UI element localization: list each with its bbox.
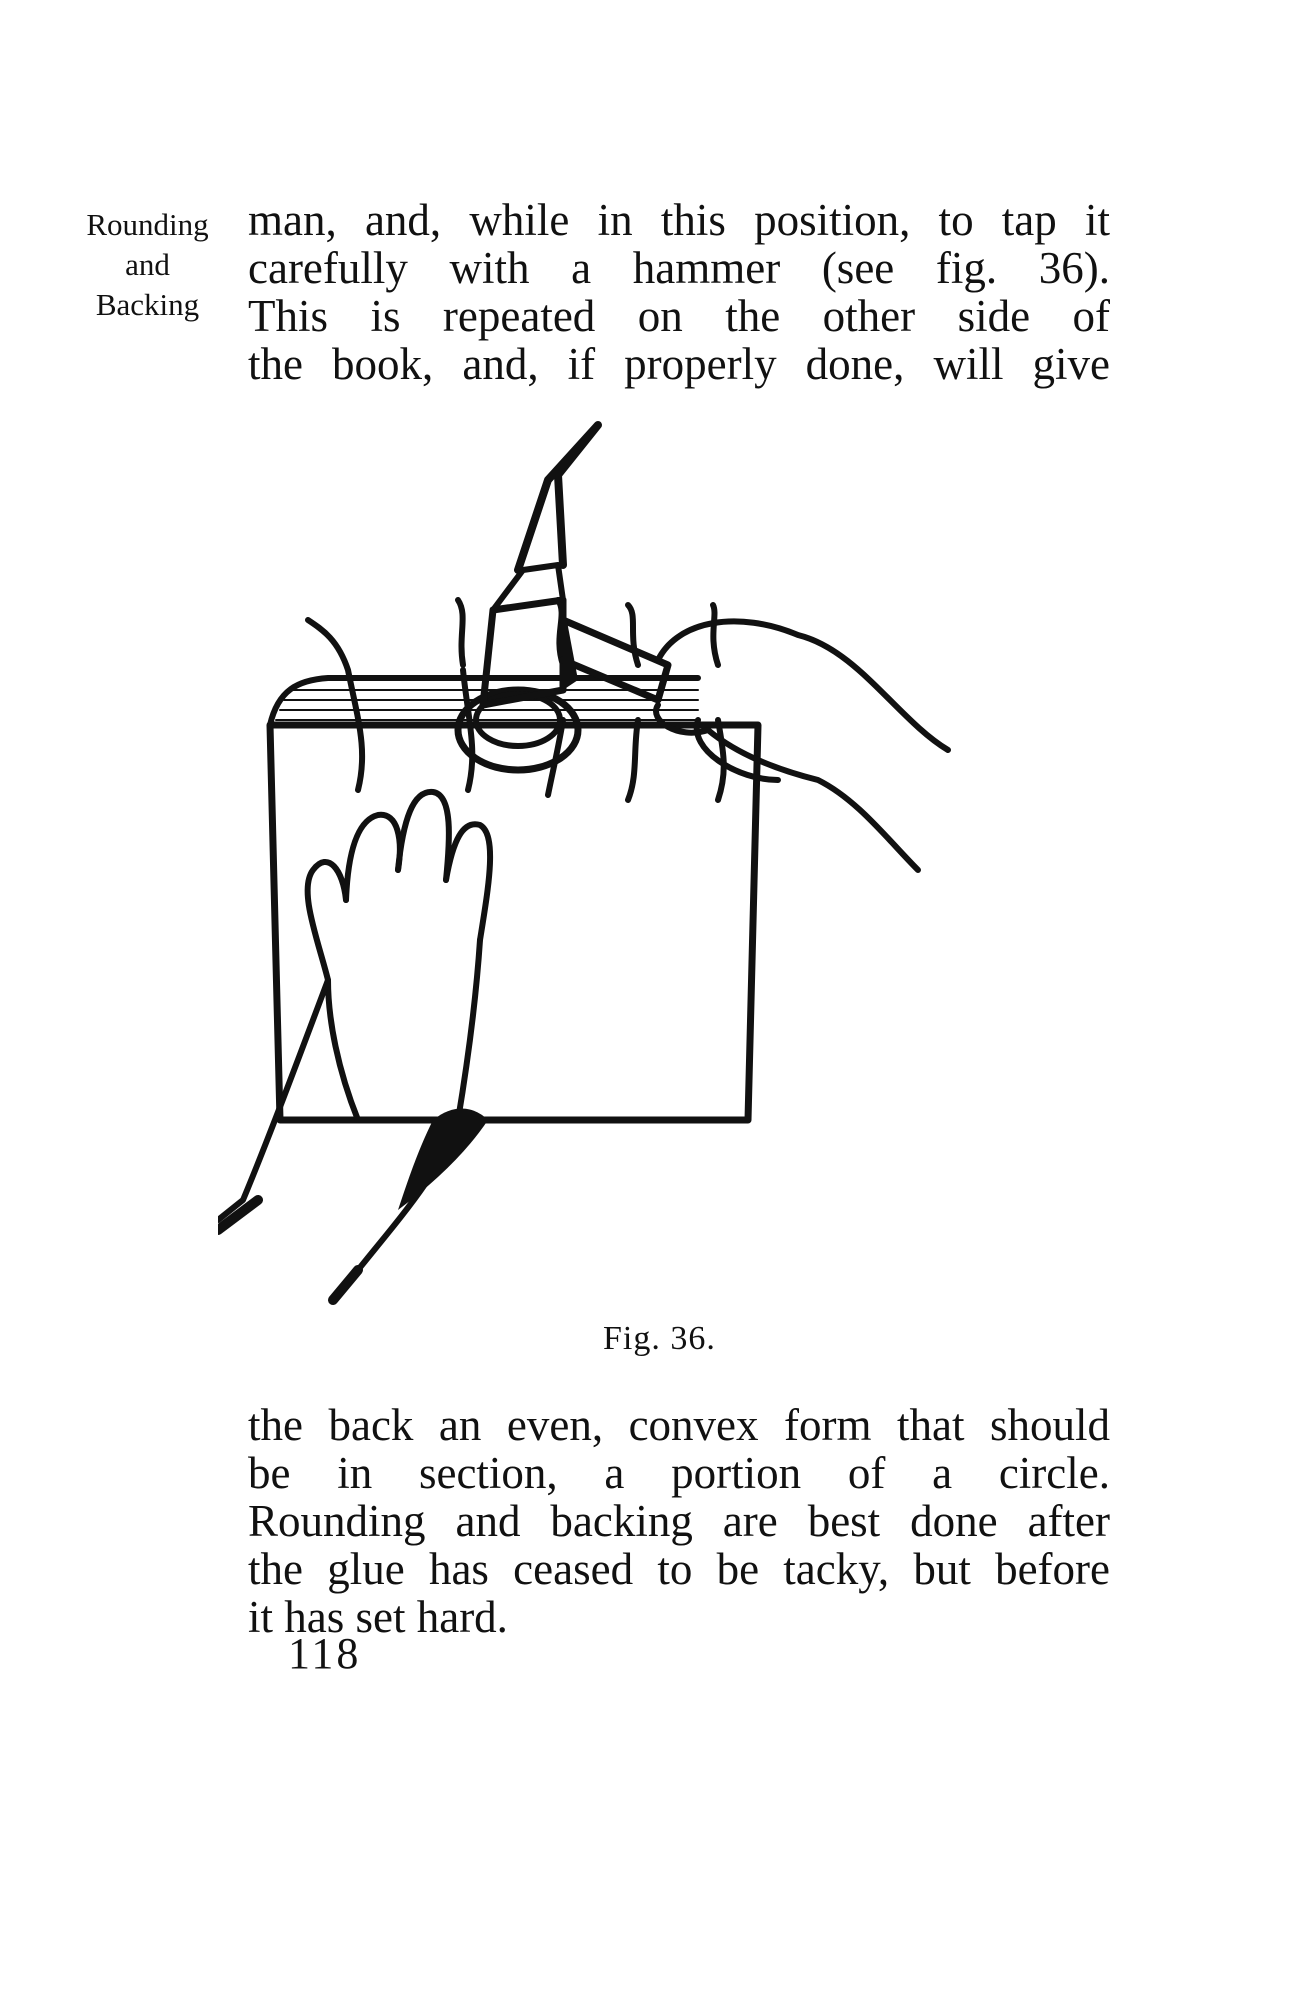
text-line: it has set hard. (248, 1592, 508, 1642)
text-line: the glue has ceased to be tacky, but before (248, 1544, 1110, 1594)
text-line: Rounding and backing are best done after (248, 1496, 1110, 1546)
text-line: This is repeated on the other side of (248, 291, 1110, 341)
margin-heading-line: and (125, 247, 170, 282)
paragraph-bottom (248, 1401, 1110, 1641)
text-line: carefully with a hammer (see fig. 36). (248, 243, 1110, 293)
text-line: be in section, a portion of a circle. (248, 1448, 1110, 1498)
margin-heading-line: Rounding (86, 207, 209, 242)
text-line: man, and, while in this position, to tap it (248, 195, 1110, 245)
figure-36-illustration (218, 420, 1138, 1340)
page-number: 118 (288, 1629, 362, 1678)
text-line: the book, and, if properly done, will give (248, 339, 1110, 389)
text-line: the back an even, convex form that should (248, 1400, 1110, 1450)
hammer-backing-drawing (218, 420, 1138, 1340)
margin-heading (60, 205, 235, 325)
margin-heading-line: Backing (95, 287, 200, 322)
figure-caption: Fig. 36. (603, 1320, 716, 1357)
paragraph-top (248, 196, 1110, 388)
